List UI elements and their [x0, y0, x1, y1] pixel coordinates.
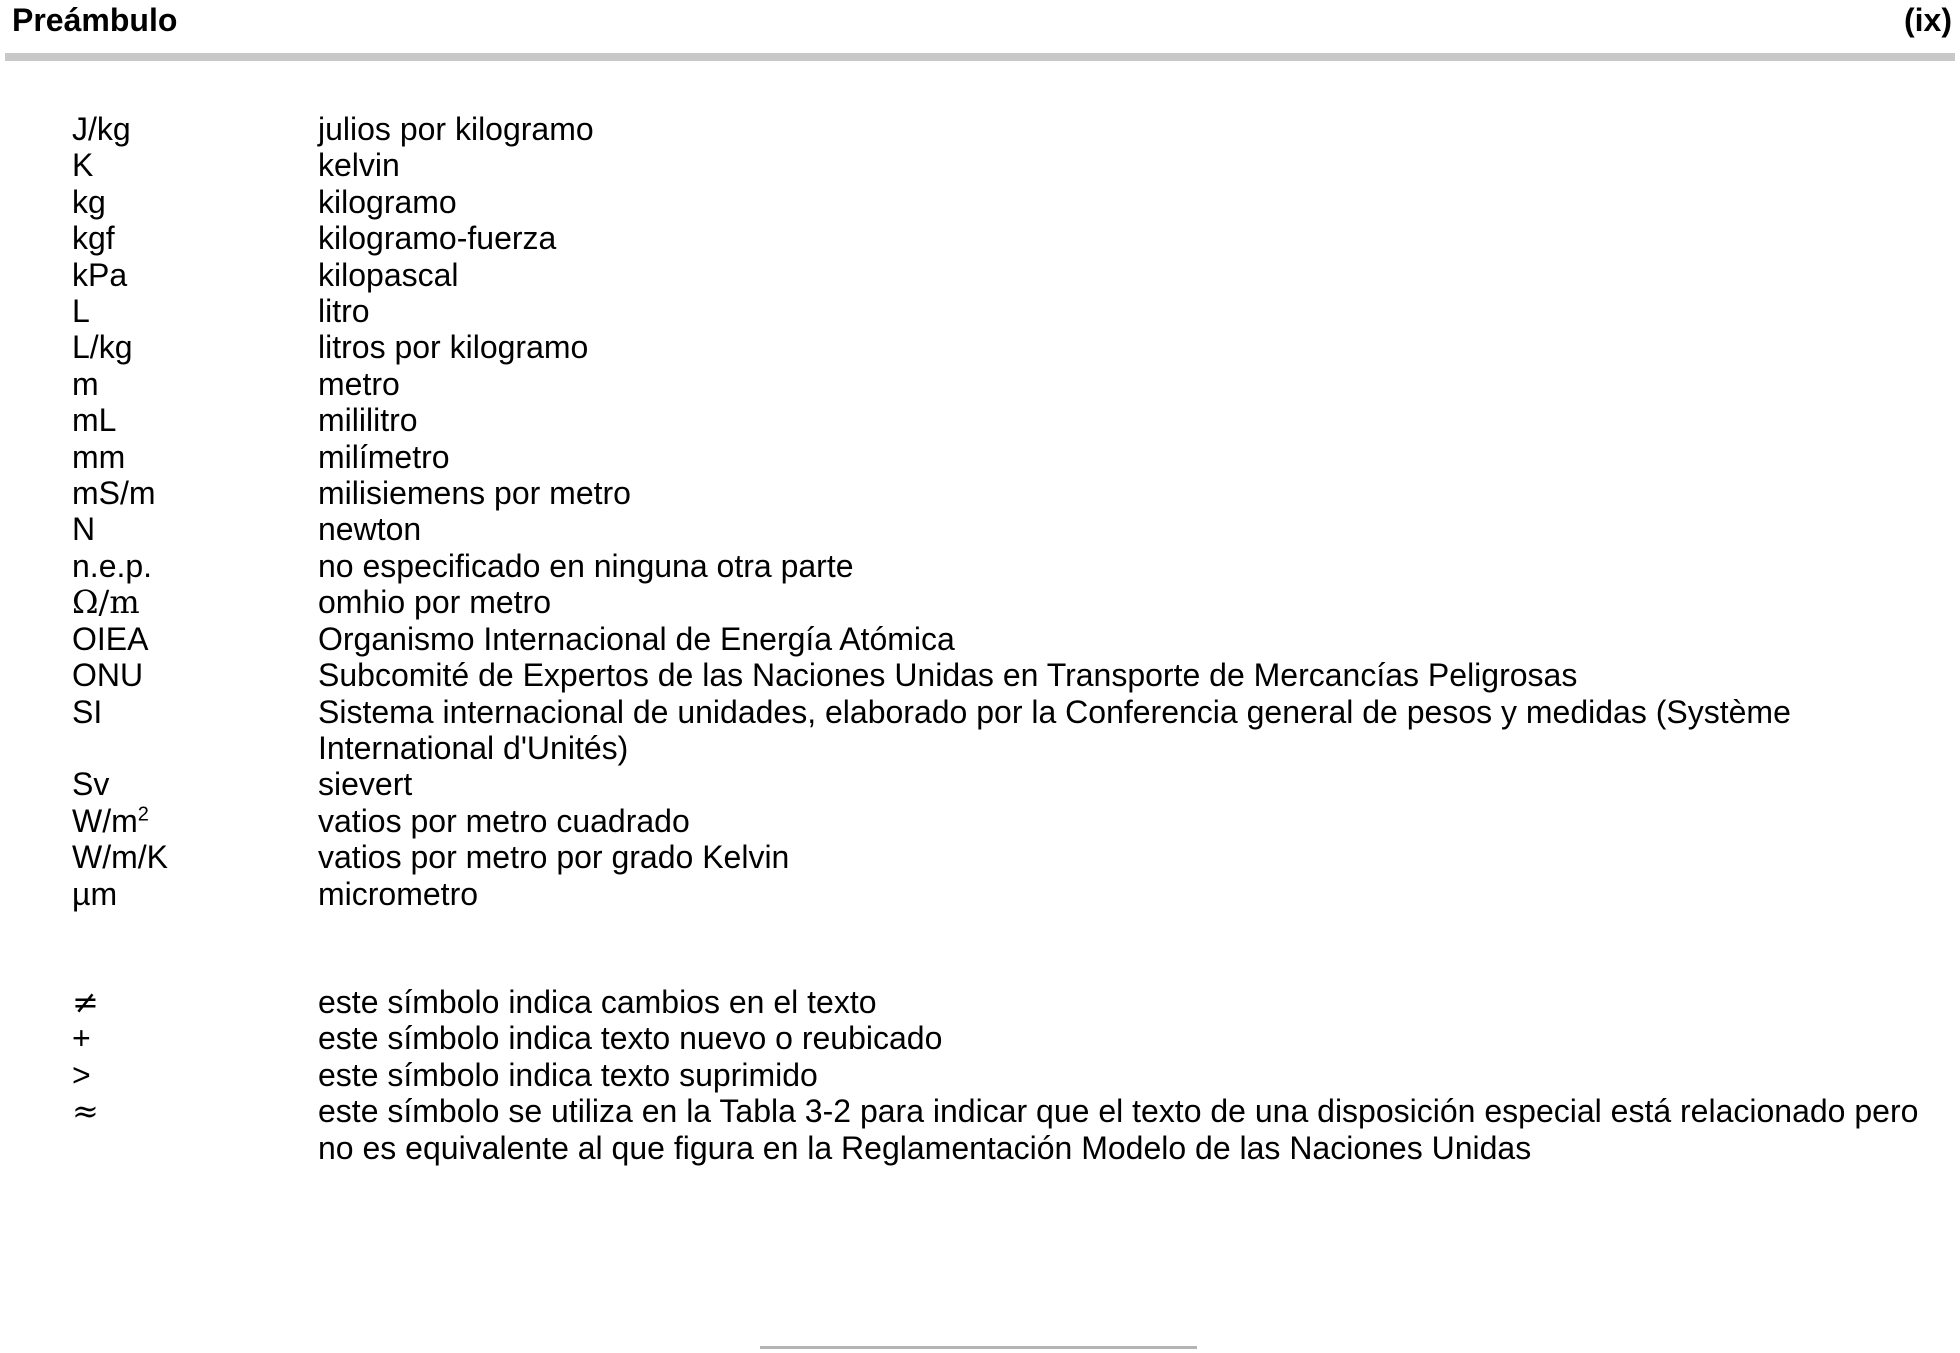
abbreviation-symbol-base: W/m	[72, 802, 138, 839]
abbreviation-description: newton	[318, 511, 422, 548]
abbreviation-description: no especificado en ninguna otra parte	[318, 547, 854, 584]
abbreviation-description: litro	[318, 293, 370, 330]
section-title: Preámbulo	[12, 2, 178, 38]
abbreviation-description: metro	[318, 365, 400, 402]
abbreviation-symbol: OIEA	[72, 620, 149, 657]
greater-than-symbol: >	[72, 1056, 91, 1093]
abbreviation-row	[72, 511, 1952, 547]
abbreviation-symbol: mS/m	[72, 475, 156, 512]
abbreviation-symbol: n.e.p.	[72, 547, 153, 584]
abbreviation-description: vatios por metro por grado Kelvin	[318, 839, 790, 876]
abbreviation-description: kilogramo	[318, 183, 457, 220]
abbreviation-symbol: W/m/K	[72, 839, 168, 876]
abbreviation-row	[72, 220, 1952, 256]
abbreviation-description: Subcomité de Expertos de las Naciones Unidas en Transporte de Mercancías Peligrosas	[318, 657, 1578, 694]
abbreviation-row	[72, 548, 1952, 584]
abbreviation-symbol: kPa	[72, 256, 128, 293]
symbol-description: este símbolo se utiliza en la Tabla 3-2 para indicar que el texto de una disposición especial está relacionado pero no es equivalente al que figura en la Reglamentación Modelo de las Naciones Unidas	[318, 1093, 1919, 1166]
abbreviations-list	[72, 111, 1952, 912]
not-equal-symbol: ≠	[72, 983, 99, 1021]
symbol-row	[72, 1093, 1960, 1166]
abbreviation-row	[72, 766, 1952, 802]
abbreviation-description: kilogramo-fuerza	[318, 220, 557, 257]
abbreviation-symbol: kg	[72, 183, 106, 220]
abbreviation-description: milímetro	[318, 438, 450, 475]
abbreviation-description: Sistema internacional de unidades, elaborado por la Conferencia general de pesos y medidas (Système International d'Unités)	[318, 693, 1791, 766]
abbreviation-row	[72, 584, 1952, 620]
abbreviation-symbol: ONU	[72, 657, 144, 694]
abbreviation-row	[72, 876, 1952, 912]
abbreviation-description: omhio por metro	[318, 584, 551, 621]
abbreviation-description: Organismo Internacional de Energía Atómica	[318, 620, 955, 657]
abbreviation-description: sievert	[318, 766, 413, 803]
abbreviation-row	[72, 329, 1952, 365]
abbreviation-symbol: K	[72, 147, 94, 184]
symbol-description: este símbolo indica cambios en el texto	[318, 984, 877, 1020]
abbreviation-description: milisiemens por metro	[318, 475, 631, 512]
abbreviation-row	[72, 839, 1952, 875]
abbreviation-row	[72, 439, 1952, 475]
abbreviation-symbol: µm	[72, 875, 118, 912]
symbols-list	[72, 984, 1960, 1166]
abbreviation-row	[72, 621, 1952, 657]
abbreviation-description: litros por kilogramo	[318, 329, 589, 366]
symbol-row	[72, 1057, 1960, 1093]
abbreviation-row	[72, 366, 1952, 402]
abbreviation-symbol: mm	[72, 438, 126, 475]
abbreviation-description: kilopascal	[318, 256, 459, 293]
abbreviation-description: julios por kilogramo	[318, 111, 594, 147]
abbreviation-symbol: L	[72, 293, 90, 330]
page-number: (ix)	[1904, 2, 1952, 38]
abbreviation-row	[72, 257, 1952, 293]
approx-symbol: ≈	[72, 1092, 99, 1131]
header-divider	[5, 53, 1955, 61]
abbreviation-description: micrometro	[318, 875, 479, 912]
abbreviation-symbol	[72, 803, 318, 839]
abbreviation-description: mililitro	[318, 402, 418, 439]
abbreviation-symbol: SI	[72, 693, 103, 730]
page-header	[12, 0, 1952, 40]
abbreviation-row	[72, 803, 1952, 839]
abbreviation-row	[72, 147, 1952, 183]
abbreviation-row	[72, 657, 1952, 693]
abbreviation-description: kelvin	[318, 147, 400, 184]
abbreviation-row	[72, 475, 1952, 511]
abbreviation-row	[72, 694, 1952, 767]
abbreviation-symbol: J/kg	[72, 111, 131, 147]
footer-divider	[760, 1346, 1197, 1349]
symbol-row	[72, 984, 1960, 1020]
abbreviation-description: vatios por metro cuadrado	[318, 802, 690, 839]
symbol-row	[72, 1020, 1960, 1056]
abbreviation-row	[72, 184, 1952, 220]
abbreviation-row	[72, 402, 1952, 438]
abbreviation-symbol-superscript: 2	[137, 803, 149, 826]
abbreviation-symbol: Ω/m	[72, 583, 140, 622]
abbreviation-symbol: L/kg	[72, 329, 133, 366]
abbreviation-row	[72, 111, 1952, 147]
abbreviation-symbol: kgf	[72, 220, 115, 257]
plus-symbol: +	[72, 1020, 91, 1057]
abbreviation-symbol: m	[72, 365, 99, 402]
symbol-description: este símbolo indica texto suprimido	[318, 1056, 818, 1093]
abbreviation-row	[72, 293, 1952, 329]
abbreviation-symbol: mL	[72, 402, 117, 439]
abbreviation-symbol: Sv	[72, 766, 110, 803]
symbol-description: este símbolo indica texto nuevo o reubicado	[318, 1020, 943, 1057]
abbreviation-symbol: N	[72, 511, 96, 548]
